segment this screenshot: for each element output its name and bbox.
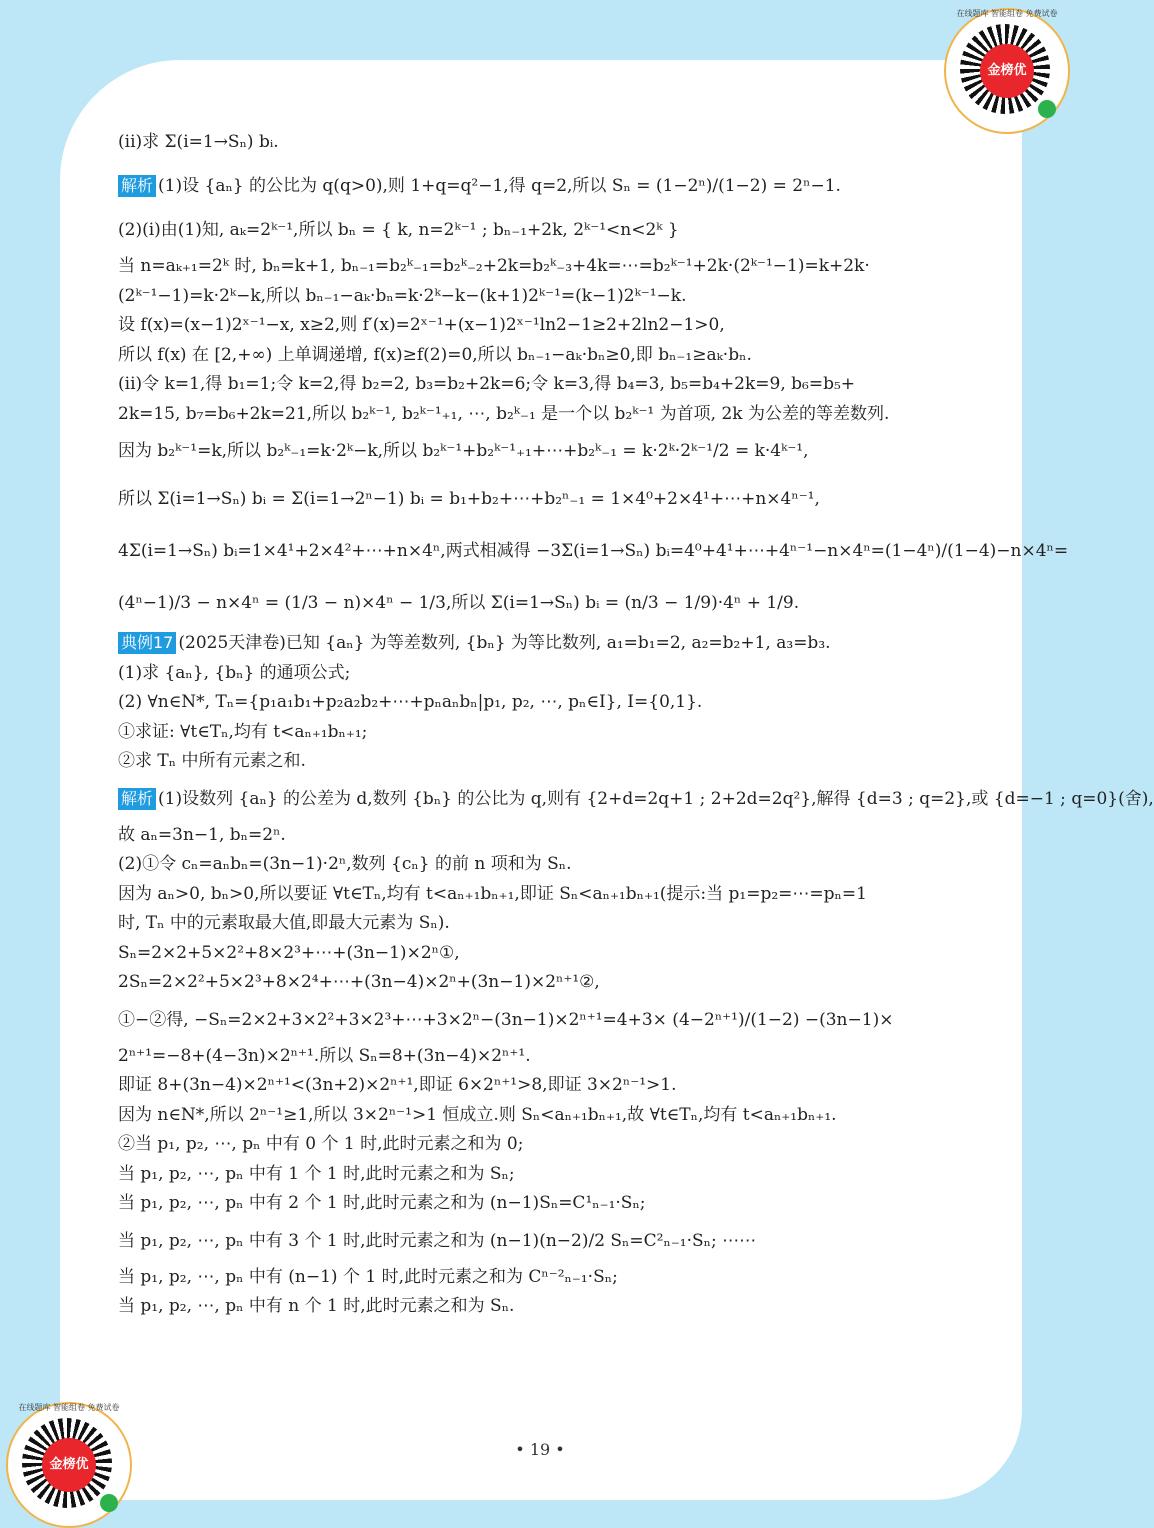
line-6: 设 f(x)=(x−1)2ˣ⁻¹−x, x≥2,则 f′(x)=2ˣ⁻¹+(x−1)2ˣ⁻¹ln2−1≥2+2ln2−1>0,	[118, 315, 725, 335]
line-5: (2ᵏ⁻¹−1)=k·2ᵏ−k,所以 bₙ₋₁−aₖ·bₙ=k·2ᵏ−k−(k+1)2ᵏ⁻¹=(k−1)2ᵏ⁻¹−k.	[118, 285, 687, 306]
line-12: 4Σ(i=1→Sₙ) bᵢ=1×4¹+2×4²+⋯+n×4ⁿ,两式相减得 −3Σ(i=1→Sₙ) bᵢ=4⁰+4¹+⋯+4ⁿ⁻¹−n×4ⁿ=(1−4ⁿ)/(1−4)−n×4ⁿ=	[118, 541, 1069, 561]
line-20: 故 aₙ=3n−1, bₙ=2ⁿ.	[118, 824, 286, 845]
line-21: (2)①令 cₙ=aₙbₙ=(3n−1)·2ⁿ,数列 {cₙ} 的前 n 项和为 Sₙ.	[118, 854, 572, 874]
line-9: 2k=15, b₇=b₆+2k=21,所以 b₂ᵏ⁻¹, b₂ᵏ⁻¹₊₁, ⋯, b₂ᵏ₋₁ 是一个以 b₂ᵏ⁻¹ 为首项, 2k 为公差的等差数列.	[118, 403, 890, 424]
line-17: ①求证: ∀t∈Tₙ,均有 t<aₙ₊₁bₙ₊₁;	[118, 721, 368, 742]
line-26: ①−②得, −Sₙ=2×2+3×2²+3×2³+⋯+3×2ⁿ−(3n−1)×2ⁿ⁺¹=4+3× (4−2ⁿ⁺¹)/(1−2) −(3n−1)×	[118, 1009, 894, 1030]
brand-qr-code[interactable]	[944, 8, 1070, 134]
line-30: ②当 p₁, p₂, ⋯, pₙ 中有 0 个 1 时,此时元素之和为 0;	[118, 1134, 524, 1154]
qr-arc-text-bottom: 在线题库 智能组卷 免费试卷	[18, 1403, 120, 1412]
mini-program-icon-bottom	[100, 1494, 118, 1512]
qr-arc-text: 在线题库 智能组卷 免费试卷	[956, 9, 1058, 18]
line-22: 因为 aₙ>0, bₙ>0,所以要证 ∀t∈Tₙ,均有 t<aₙ₊₁bₙ₊₁,即证 Sₙ<aₙ₊₁bₙ₊₁(提示:当 p₁=p₂=⋯=pₙ=1	[118, 883, 867, 904]
example-badge: 典例17	[118, 632, 176, 654]
line-18: ②求 Tₙ 中所有元素之和.	[118, 751, 306, 771]
line-23: 时, Tₙ 中的元素取最大值,即最大元素为 Sₙ).	[118, 913, 450, 933]
line-28: 即证 8+(3n−4)×2ⁿ⁺¹<(3n+2)×2ⁿ⁺¹,即证 6×2ⁿ⁺¹>8,即证 3×2ⁿ⁻¹>1.	[118, 1075, 677, 1095]
line-33: 当 p₁, p₂, ⋯, pₙ 中有 3 个 1 时,此时元素之和为 (n−1)(n−2)/2 Sₙ=C²ₙ₋₁·Sₙ; ⋯⋯	[118, 1230, 757, 1251]
line-27: 2ⁿ⁺¹=−8+(4−3n)×2ⁿ⁺¹.所以 Sₙ=8+(3n−4)×2ⁿ⁺¹.	[118, 1045, 531, 1066]
line-1: (ii)求 Σ(i=1→Sₙ) bᵢ.	[118, 132, 279, 152]
line-34: 当 p₁, p₂, ⋯, pₙ 中有 (n−1) 个 1 时,此时元素之和为 Cⁿ⁻²ₙ₋₁·Sₙ;	[118, 1266, 618, 1287]
line-3: (2)(i)由(1)知, aₖ=2ᵏ⁻¹,所以 bₙ = { k, n=2ᵏ⁻¹ ; bₙ₋₁+2k, 2ᵏ⁻¹<n<2ᵏ }	[118, 220, 679, 240]
line-16: (2) ∀n∈N*, Tₙ={p₁a₁b₁+p₂a₂b₂+⋯+pₙaₙbₙ|p₁, p₂, ⋯, pₙ∈I}, I={0,1}.	[118, 692, 703, 712]
page-number: • 19 •	[515, 1440, 565, 1459]
line-25: 2Sₙ=2×2²+5×2³+8×2⁴+⋯+(3n−4)×2ⁿ+(3n−1)×2ⁿ⁺¹②,	[118, 972, 600, 992]
line-35: 当 p₁, p₂, ⋯, pₙ 中有 n 个 1 时,此时元素之和为 Sₙ.	[118, 1296, 515, 1316]
line-32: 当 p₁, p₂, ⋯, pₙ 中有 2 个 1 时,此时元素之和为 (n−1)Sₙ=C¹ₙ₋₁·Sₙ;	[118, 1193, 646, 1213]
line-7: 所以 f(x) 在 [2,+∞) 上单调递增, f(x)≥f(2)=0,所以 bₙ₋₁−aₖ·bₙ≥0,即 bₙ₋₁≥aₖ·bₙ.	[118, 344, 752, 365]
line-19: 解析 (1)设数列 {aₙ} 的公差为 d,数列 {bₙ} 的公比为 q,则有 {2+d=2q+1 ; 2+2d=2q²},解得 {d=3 ; q=2},或 {d=−1 ; q=0}(舍),	[118, 777, 978, 821]
brand-logo: 金榜优	[980, 44, 1034, 98]
line-4: 当 n=aₖ₊₁=2ᵏ 时, bₙ=k+1, bₙ₋₁=b₂ᵏ₋₁=b₂ᵏ₋₂+2k=b₂ᵏ₋₃+4k=⋯=b₂ᵏ⁻¹+2k·(2ᵏ⁻¹−1)=k+2k·	[118, 256, 870, 276]
line-10: 因为 b₂ᵏ⁻¹=k,所以 b₂ᵏ₋₁=k·2ᵏ−k,所以 b₂ᵏ⁻¹+b₂ᵏ⁻¹₊₁+⋯+b₂ᵏ₋₁ = k·2ᵏ·2ᵏ⁻¹/2 = k·4ᵏ⁻¹,	[118, 441, 809, 461]
line-24: Sₙ=2×2+5×2²+8×2³+⋯+(3n−1)×2ⁿ①,	[118, 942, 460, 963]
line-13: (4ⁿ−1)/3 − n×4ⁿ = (1/3 − n)×4ⁿ − 1/3,所以 Σ(i=1→Sₙ) bᵢ = (n/3 − 1/9)·4ⁿ + 1/9.	[118, 593, 800, 613]
brand-qr-code-bottom[interactable]	[6, 1402, 132, 1528]
line-8: (ii)令 k=1,得 b₁=1;令 k=2,得 b₂=2, b₃=b₂+2k=6;令 k=3,得 b₄=3, b₅=b₄+2k=9, b₆=b₅+	[118, 374, 856, 394]
line-31: 当 p₁, p₂, ⋯, pₙ 中有 1 个 1 时,此时元素之和为 Sₙ;	[118, 1163, 515, 1184]
brand-logo-bottom: 金榜优	[42, 1438, 96, 1492]
line-11: 所以 Σ(i=1→Sₙ) bᵢ = Σ(i=1→2ⁿ−1) bᵢ = b₁+b₂+⋯+b₂ⁿ₋₁ = 1×4⁰+2×4¹+⋯+n×4ⁿ⁻¹,	[118, 489, 820, 509]
line-15: (1)求 {aₙ}, {bₙ} 的通项公式;	[118, 662, 351, 683]
analysis-badge-2: 解析	[118, 788, 156, 810]
mini-program-icon	[1038, 100, 1056, 118]
line-2: 解析 (1)设 {aₙ} 的公比为 q(q>0),则 1+q=q²−1,得 q=2,所以 Sₙ = (1−2ⁿ)/(1−2) = 2ⁿ−1.	[118, 164, 978, 208]
analysis-badge: 解析	[118, 175, 156, 197]
line-29: 因为 n∈N*,所以 2ⁿ⁻¹≥1,所以 3×2ⁿ⁻¹>1 恒成立.则 Sₙ<aₙ₊₁bₙ₊₁,故 ∀t∈Tₙ,均有 t<aₙ₊₁bₙ₊₁.	[118, 1104, 837, 1125]
document-body	[118, 120, 1154, 1322]
line-14: 典例17 (2025天津卷)已知 {aₙ} 为等差数列, {bₙ} 为等比数列, a₁=b₁=2, a₂=b₂+1, a₃=b₃.	[118, 629, 978, 659]
